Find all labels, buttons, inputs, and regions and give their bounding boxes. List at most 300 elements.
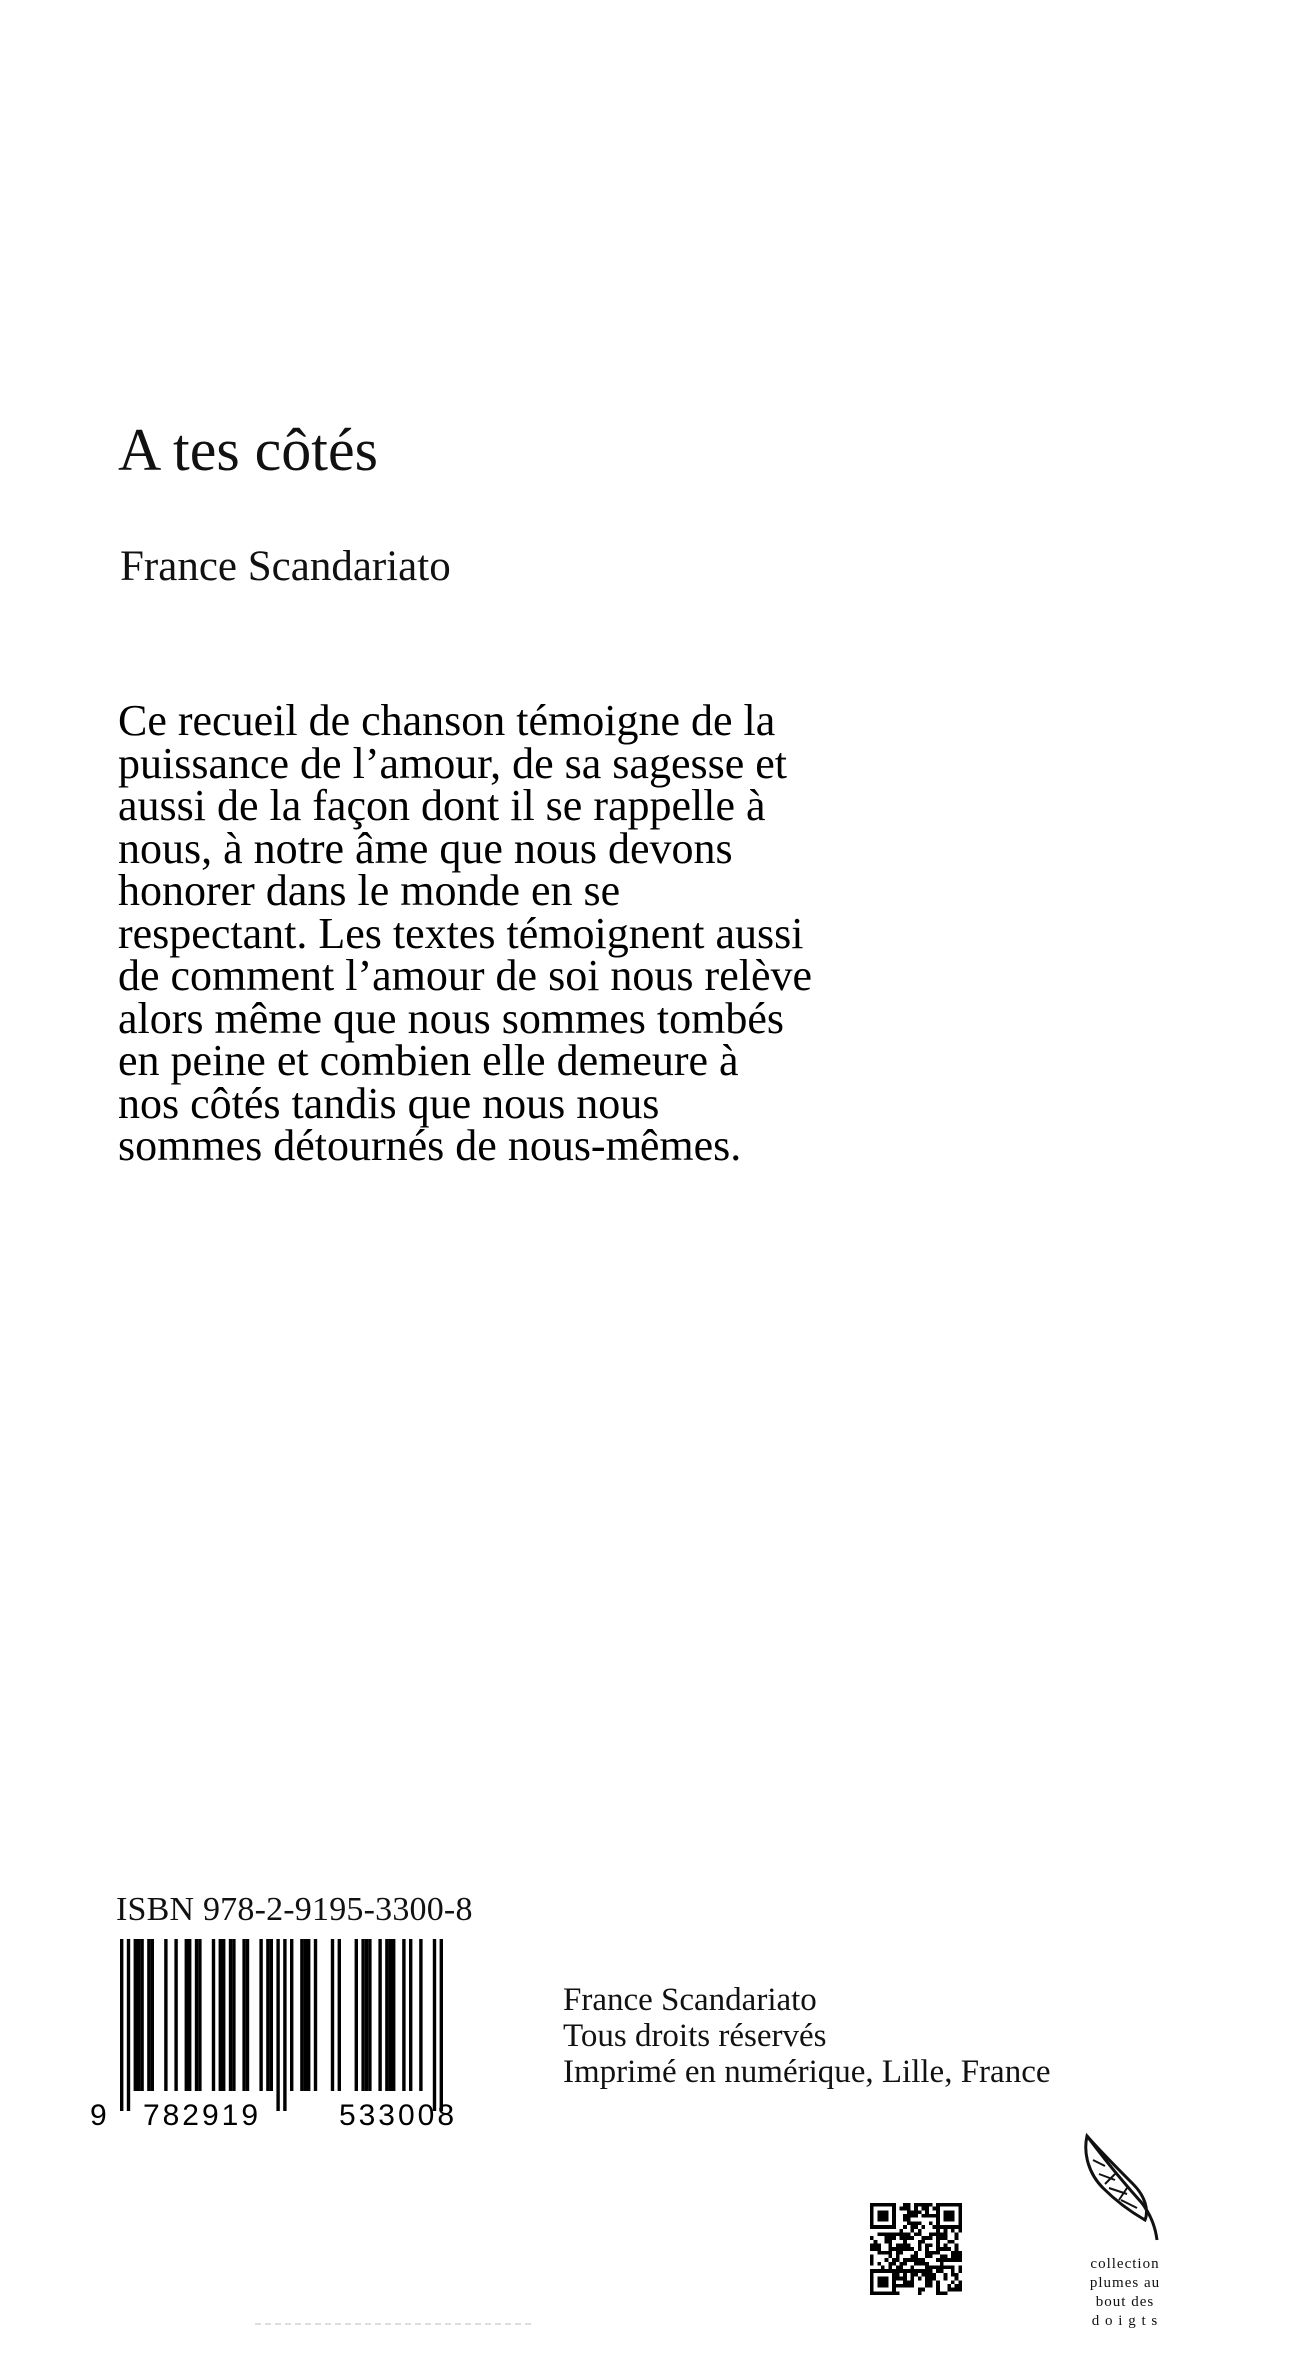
qr-module xyxy=(899,2243,903,2247)
qr-module xyxy=(892,2232,896,2236)
qr-module xyxy=(922,2203,926,2207)
barcode-left-digits: 782919 xyxy=(142,2099,262,2130)
barcode-bar xyxy=(134,1939,137,2091)
qr-module xyxy=(877,2243,881,2247)
barcode-bar xyxy=(232,1939,235,2091)
qr-module xyxy=(929,2266,933,2270)
qr-module xyxy=(958,2284,962,2288)
qr-module xyxy=(885,2251,889,2255)
qr-module xyxy=(907,2236,911,2240)
qr-module xyxy=(914,2258,918,2262)
qr-module xyxy=(936,2291,940,2295)
qr-module xyxy=(936,2229,940,2233)
qr-module xyxy=(958,2280,962,2284)
qr-module xyxy=(881,2277,885,2281)
qr-module xyxy=(936,2284,940,2288)
qr-module xyxy=(914,2214,918,2218)
qr-module xyxy=(899,2269,903,2273)
qr-module xyxy=(910,2258,914,2262)
qr-module xyxy=(885,2280,889,2284)
qr-module xyxy=(936,2225,940,2229)
qr-module xyxy=(903,2214,907,2218)
qr-module xyxy=(925,2203,929,2207)
qr-module xyxy=(914,2255,918,2259)
blurb-line: Ce recueil de chanson témoigne de la xyxy=(118,696,776,745)
barcode-bar xyxy=(307,1939,310,2091)
barcode-bar xyxy=(290,1939,293,2091)
qr-module xyxy=(910,2269,914,2273)
qr-module xyxy=(885,2236,889,2240)
qr-module xyxy=(925,2210,929,2214)
imprint-block xyxy=(563,1982,1051,2090)
qr-module xyxy=(888,2225,892,2229)
qr-module xyxy=(870,2291,874,2295)
qr-module xyxy=(955,2203,959,2207)
qr-module xyxy=(958,2218,962,2222)
barcode-bar xyxy=(300,1939,303,2091)
qr-module xyxy=(918,2277,922,2281)
barcode-guard-bar xyxy=(276,1939,279,2111)
blurb-line: honorer dans le monde en se xyxy=(118,866,621,915)
qr-module xyxy=(914,2210,918,2214)
qr-module xyxy=(955,2225,959,2229)
qr-module xyxy=(951,2229,955,2233)
qr-module xyxy=(958,2288,962,2292)
qr-module xyxy=(907,2214,911,2218)
qr-module xyxy=(940,2258,944,2262)
barcode-bar xyxy=(222,1939,225,2091)
qr-module xyxy=(940,2269,944,2273)
qr-module xyxy=(877,2218,881,2222)
qr-module xyxy=(936,2232,940,2236)
qr-module xyxy=(958,2229,962,2233)
barcode-bar xyxy=(361,1939,364,2091)
qr-module xyxy=(929,2277,933,2281)
qr-module xyxy=(940,2203,944,2207)
qr-module xyxy=(910,2229,914,2233)
qr-module xyxy=(936,2218,940,2222)
qr-module xyxy=(925,2243,929,2247)
qr-module xyxy=(918,2247,922,2251)
qr-module xyxy=(925,2207,929,2211)
qr-module xyxy=(892,2291,896,2295)
qr-module xyxy=(874,2291,878,2295)
qr-module xyxy=(910,2277,914,2281)
qr-module xyxy=(907,2210,911,2214)
qr-module xyxy=(877,2247,881,2251)
qr-module xyxy=(951,2251,955,2255)
qr-module xyxy=(903,2243,907,2247)
qr-module xyxy=(918,2243,922,2247)
qr-module xyxy=(907,2218,911,2222)
qr-module xyxy=(940,2262,944,2266)
qr-module xyxy=(958,2258,962,2262)
barcode-bar xyxy=(338,1939,341,2091)
qr-module xyxy=(877,2269,881,2273)
feather-quill-icon xyxy=(1075,2130,1175,2250)
imprint-publisher: France Scandariato xyxy=(563,1982,817,2018)
qr-module xyxy=(896,2251,900,2255)
qr-module xyxy=(903,2284,907,2288)
barcode-bar xyxy=(385,1939,388,2091)
qr-module xyxy=(936,2210,940,2214)
qr-module xyxy=(933,2232,937,2236)
qr-module xyxy=(947,2225,951,2229)
qr-module xyxy=(933,2251,937,2255)
qr-module xyxy=(892,2218,896,2222)
qr-module xyxy=(885,2232,889,2236)
qr-module xyxy=(888,2243,892,2247)
qr-module xyxy=(940,2266,944,2270)
barcode-bar xyxy=(137,1939,140,2091)
qr-module xyxy=(914,2262,918,2266)
qr-module xyxy=(933,2207,937,2211)
barcode-bar xyxy=(219,1939,222,2091)
qr-module xyxy=(877,2203,881,2207)
qr-module xyxy=(903,2240,907,2244)
barcode-bar xyxy=(270,1939,273,2091)
qr-module xyxy=(892,2273,896,2277)
barcode-bar xyxy=(355,1939,358,2091)
barcode-bar xyxy=(409,1939,412,2091)
qr-module xyxy=(955,2255,959,2259)
qr-module xyxy=(951,2225,955,2229)
qr-module xyxy=(918,2221,922,2225)
qr-module xyxy=(885,2214,889,2218)
qr-module xyxy=(892,2288,896,2292)
qr-module xyxy=(874,2203,878,2207)
qr-module xyxy=(899,2247,903,2251)
qr-module xyxy=(874,2243,878,2247)
qr-module xyxy=(870,2262,874,2266)
qr-module xyxy=(944,2247,948,2251)
qr-module xyxy=(903,2247,907,2251)
qr-module xyxy=(925,2247,929,2251)
qr-module xyxy=(914,2221,918,2225)
qr-module xyxy=(922,2214,926,2218)
qr-module xyxy=(885,2258,889,2262)
back-cover-blurb xyxy=(118,696,1018,1170)
qr-module xyxy=(881,2284,885,2288)
qr-module xyxy=(958,2207,962,2211)
qr-module xyxy=(907,2203,911,2207)
qr-module xyxy=(892,2277,896,2281)
qr-module xyxy=(951,2210,955,2214)
qr-module xyxy=(888,2251,892,2255)
qr-module xyxy=(870,2277,874,2281)
barcode-bar xyxy=(331,1939,334,2091)
qr-module xyxy=(918,2258,922,2262)
qr-module xyxy=(929,2273,933,2277)
qr-module xyxy=(929,2232,933,2236)
qr-code-icon xyxy=(870,2203,962,2295)
qr-module xyxy=(881,2251,885,2255)
qr-module xyxy=(892,2207,896,2211)
qr-module xyxy=(910,2225,914,2229)
qr-module xyxy=(925,2255,929,2259)
qr-module xyxy=(888,2269,892,2273)
imprint-rights: Tous droits réservés xyxy=(563,2018,827,2054)
qr-module xyxy=(951,2266,955,2270)
qr-module xyxy=(899,2262,903,2266)
barcode-bar xyxy=(242,1939,245,2091)
qr-module xyxy=(951,2214,955,2218)
qr-module xyxy=(888,2240,892,2244)
qr-module xyxy=(870,2247,874,2251)
barcode-bar xyxy=(246,1939,249,2091)
qr-module xyxy=(955,2243,959,2247)
qr-module xyxy=(958,2225,962,2229)
qr-module xyxy=(892,2280,896,2284)
barcode-bar xyxy=(266,1939,269,2091)
qr-module xyxy=(936,2247,940,2251)
qr-module xyxy=(896,2255,900,2259)
qr-module xyxy=(922,2273,926,2277)
blurb-line: alors même que nous sommes tombés xyxy=(118,993,785,1043)
qr-module xyxy=(951,2288,955,2292)
author-name: France Scandariato xyxy=(120,543,451,590)
qr-module xyxy=(947,2288,951,2292)
barcode-right-digits: 533008 xyxy=(338,2099,458,2130)
book-title: A tes côtés xyxy=(118,417,378,483)
qr-module xyxy=(899,2277,903,2281)
qr-module xyxy=(881,2210,885,2214)
qr-module xyxy=(910,2273,914,2277)
qr-module xyxy=(944,2266,948,2270)
qr-module xyxy=(922,2236,926,2240)
qr-module xyxy=(877,2225,881,2229)
qr-module xyxy=(892,2221,896,2225)
qr-module xyxy=(955,2284,959,2288)
barcode-bar xyxy=(229,1939,232,2091)
qr-module xyxy=(892,2210,896,2214)
collection-line: collection xyxy=(1090,2256,1160,2272)
qr-module xyxy=(896,2277,900,2281)
barcode-bar xyxy=(147,1939,150,2091)
qr-module xyxy=(958,2266,962,2270)
qr-module xyxy=(874,2225,878,2229)
qr-module xyxy=(910,2266,914,2270)
qr-module xyxy=(907,2207,911,2211)
qr-module xyxy=(936,2221,940,2225)
qr-module xyxy=(944,2258,948,2262)
qr-module xyxy=(877,2214,881,2218)
collection-line: d o i g t s xyxy=(1091,2313,1159,2329)
isbn-barcode xyxy=(86,1935,506,2130)
qr-module xyxy=(892,2236,896,2240)
qr-module xyxy=(907,2221,911,2225)
qr-module xyxy=(899,2284,903,2288)
qr-module xyxy=(918,2210,922,2214)
qr-module xyxy=(940,2255,944,2259)
divider xyxy=(255,2323,535,2325)
qr-module xyxy=(870,2218,874,2222)
qr-module xyxy=(903,2262,907,2266)
qr-module xyxy=(936,2243,940,2247)
collection-logo-text xyxy=(1065,2255,1185,2331)
qr-module xyxy=(940,2236,944,2240)
barcode-guard-bar xyxy=(440,1939,443,2111)
qr-module xyxy=(877,2262,881,2266)
qr-module xyxy=(922,2258,926,2262)
qr-module xyxy=(929,2236,933,2240)
qr-module xyxy=(955,2258,959,2262)
barcode-bar xyxy=(185,1939,188,2091)
qr-module xyxy=(896,2269,900,2273)
qr-module xyxy=(870,2221,874,2225)
qr-module xyxy=(877,2284,881,2288)
barcode-guard-bar xyxy=(283,1939,286,2111)
qr-module xyxy=(936,2203,940,2207)
qr-module xyxy=(947,2218,951,2222)
qr-module xyxy=(885,2277,889,2281)
qr-module xyxy=(914,2273,918,2277)
qr-module xyxy=(896,2291,900,2295)
qr-module xyxy=(903,2236,907,2240)
qr-module xyxy=(870,2258,874,2262)
qr-module xyxy=(892,2247,896,2251)
qr-module xyxy=(944,2218,948,2222)
barcode-bar xyxy=(164,1939,167,2091)
qr-module xyxy=(885,2225,889,2229)
qr-module xyxy=(877,2232,881,2236)
qr-module xyxy=(944,2243,948,2247)
qr-module xyxy=(896,2243,900,2247)
qr-module xyxy=(881,2291,885,2295)
isbn-label: ISBN 978-2-9195-3300-8 xyxy=(116,1891,473,1928)
qr-module xyxy=(947,2210,951,2214)
collection-line: plumes au xyxy=(1089,2275,1161,2291)
qr-module xyxy=(903,2203,907,2207)
qr-module xyxy=(914,2207,918,2211)
qr-module xyxy=(925,2273,929,2277)
qr-module xyxy=(925,2262,929,2266)
qr-module xyxy=(881,2214,885,2218)
qr-module xyxy=(899,2236,903,2240)
barcode-bar xyxy=(314,1939,317,2091)
qr-module xyxy=(892,2269,896,2273)
qr-module xyxy=(936,2258,940,2262)
barcode-guard-bar xyxy=(127,1939,130,2111)
qr-module xyxy=(903,2207,907,2211)
qr-module xyxy=(925,2214,929,2218)
collection-line: bout des xyxy=(1095,2294,1155,2310)
qr-module xyxy=(885,2284,889,2288)
qr-module xyxy=(899,2229,903,2233)
qr-module xyxy=(899,2232,903,2236)
qr-module xyxy=(933,2225,937,2229)
blurb-line: respectant. Les textes témoignent aussi xyxy=(118,908,804,958)
qr-module xyxy=(870,2236,874,2240)
qr-module xyxy=(870,2255,874,2259)
qr-module xyxy=(944,2236,948,2240)
qr-module xyxy=(910,2214,914,2218)
qr-module xyxy=(918,2229,922,2233)
qr-module xyxy=(888,2236,892,2240)
qr-module xyxy=(944,2203,948,2207)
qr-module xyxy=(896,2266,900,2270)
barcode-bar xyxy=(151,1939,154,2091)
qr-module xyxy=(903,2218,907,2222)
qr-module xyxy=(922,2269,926,2273)
qr-module xyxy=(888,2255,892,2259)
qr-module xyxy=(918,2240,922,2244)
qr-module xyxy=(951,2255,955,2259)
qr-module xyxy=(903,2225,907,2229)
qr-module xyxy=(944,2229,948,2233)
qr-module xyxy=(885,2269,889,2273)
qr-module xyxy=(936,2288,940,2292)
qr-module xyxy=(907,2258,911,2262)
qr-module xyxy=(870,2273,874,2277)
qr-module xyxy=(925,2251,929,2255)
qr-module xyxy=(944,2214,948,2218)
qr-module xyxy=(929,2243,933,2247)
qr-module xyxy=(877,2251,881,2255)
qr-module xyxy=(929,2251,933,2255)
qr-module xyxy=(947,2203,951,2207)
qr-module xyxy=(922,2262,926,2266)
qr-module xyxy=(907,2247,911,2251)
qr-module xyxy=(955,2236,959,2240)
qr-module xyxy=(907,2243,911,2247)
blurb-line: nous, à notre âme que nous devons xyxy=(118,823,733,873)
qr-module xyxy=(907,2284,911,2288)
qr-module xyxy=(892,2258,896,2262)
qr-module xyxy=(958,2210,962,2214)
qr-module xyxy=(944,2291,948,2295)
blurb-line: aussi de la façon dont il se rappelle à xyxy=(118,781,766,830)
qr-module xyxy=(910,2284,914,2288)
barcode-bar xyxy=(188,1939,191,2091)
qr-module xyxy=(936,2266,940,2270)
qr-module xyxy=(933,2266,937,2270)
barcode-bar xyxy=(378,1939,381,2091)
blurb-line: puissance de l’amour, de sa sagesse et xyxy=(118,738,788,788)
qr-module xyxy=(877,2277,881,2281)
qr-module xyxy=(870,2280,874,2284)
qr-module xyxy=(881,2225,885,2229)
barcode-bar xyxy=(212,1939,215,2091)
qr-module xyxy=(944,2277,948,2281)
qr-module xyxy=(918,2232,922,2236)
qr-module xyxy=(881,2266,885,2270)
qr-module xyxy=(888,2232,892,2236)
qr-module xyxy=(955,2247,959,2251)
qr-module xyxy=(914,2251,918,2255)
barcode-bar xyxy=(419,1939,422,2091)
qr-module xyxy=(925,2280,929,2284)
qr-module xyxy=(955,2288,959,2292)
qr-module xyxy=(925,2284,929,2288)
qr-module xyxy=(910,2236,914,2240)
qr-module xyxy=(885,2210,889,2214)
qr-module xyxy=(951,2273,955,2277)
qr-module xyxy=(925,2236,929,2240)
qr-module xyxy=(888,2247,892,2251)
qr-module xyxy=(914,2269,918,2273)
qr-module xyxy=(870,2269,874,2273)
qr-module xyxy=(929,2203,933,2207)
qr-module xyxy=(918,2203,922,2207)
qr-module xyxy=(955,2232,959,2236)
qr-module xyxy=(940,2291,944,2295)
qr-module xyxy=(947,2284,951,2288)
qr-module xyxy=(925,2269,929,2273)
imprint-location: Imprimé en numérique, Lille, France xyxy=(563,2054,1051,2090)
qr-module xyxy=(936,2251,940,2255)
qr-module xyxy=(885,2291,889,2295)
